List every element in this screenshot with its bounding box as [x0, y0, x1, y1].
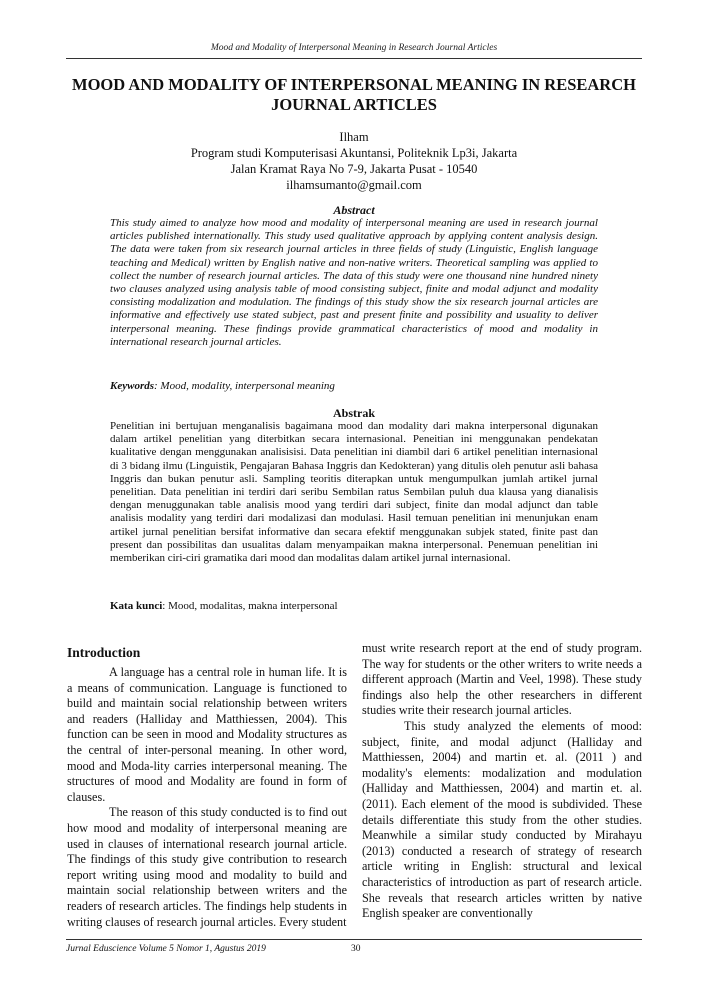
- kata-kunci-label: Kata kunci: [110, 600, 163, 612]
- introduction-heading: Introduction: [67, 645, 141, 660]
- intro-paragraph-2: The reason of this study conducted is to find out how mood and modality of interpersonal meaning are used in clauses of international research journal article. The findings of this study give contribution to research report writing using mood and modality to build and maintain social relationship between writers and the readers of research articles. The findings help students in writing clauses of research journal articles. Every student: [67, 805, 347, 929]
- kata-kunci-line: [110, 600, 598, 612]
- intro-paragraph-4: This study analyzed the elements of mood: subject, finite, and modal adjunct (Halliday and Matthiessen, 2004) and martin et. al. (2011 ) and modality's elements: modalization and modulation (Halliday and Matthiessen, 2004) and martin et. al. (2011). Each element of the mood is subdivided. These details differentiate this study from the other studies. Meanwhile a similar study conducted by Mirahayu (2013) conducted a research of strategy of research article writing in English: structural and lexical characteristics of introduction as part of research article. She reveals that research articles written by native English speaker are conventionally: [362, 718, 642, 921]
- author-block: [0, 129, 708, 193]
- intro-paragraph-1: A language has a central role in human life. It is a means of communication. Language is functioned to build and maintain social relationship between writers and readers (Halliday and Matthiessen, 2004). This function can be seen in mood and Modality structures as the central of inter-personal meaning. In other word, mood and Moda-lity carries interpersonal meaning. The structures of mood and Modality are found in form of clauses.: [67, 665, 347, 804]
- keywords-text: : Mood, modality, interpersonal meaning: [154, 380, 335, 392]
- right-column: [362, 641, 642, 922]
- abstrak-body: Penelitian ini bertujuan menganalisis bagaimana mood dan modality dari makna interpersonal digunakan dalam artikel penelitian yang diterbitkan secara internasional. Peneitian ini menggunakan pendekatan kualitative dengan menggunakan analisisisi. Data penelitian ini diambil dari 6 artikel penelitian internasional di 3 bidang ilmu (Linguistik, Pengajaran Bahasa Inggris dan Kedokteran) yang ditulis oleh penutur asli bahasa Inggris dan bukan penutur asli. Sampling teoritis diterapkan untuk mengumpulkan jumlah artikel jurnal penelitian. Data penelitian ini terdiri dari seribu Sembilan ratus Sembilan puluh dua klausa yang dianalisis dengan menuggunakan table analisis mood yang terdiri dari subject, finite dan modal adjunct dan table analisis modality yang terdiri dari modalizasi dan modulasi. Hasil temuan penelitian ini menunjukan enam artikel jurnal penelitian bersifat informative dan secara efektif menggunakan subjek stated, finite past dan present dan possibilitas dan usualitas dalam menyampaikan makna interpersonal. Penemuan penelitian ini memberikan ciri-ciri gramatika dari mood dan modalitas dalam artikel jurnal internasional.: [110, 420, 598, 565]
- left-column: [67, 641, 347, 930]
- abstrak-heading: Abstrak: [332, 406, 375, 420]
- page-number: 30: [351, 944, 361, 954]
- author-address: Jalan Kramat Raya No 7-9, Jakarta Pusat - 10540: [230, 162, 478, 176]
- abstract-body: This study aimed to analyze how mood and modality of interpersonal meaning are used in research journal articles published internationally. This study used qualitative approach by applying content analysis design. The data were taken from six research journal articles in three fields of study (Linguistic, English language teaching and Medical) written by English native and non-native writers. Theoretical sampling was applied to collect the number of research journal articles. The data of this study were one thousand nine hundred ninety two clauses analyzed using analysis table of mood consisting subject, finite and modal adjunct and modality consisting modalization and modulation. The findings of this study show the six research journal articles are informative and effectively use stated subject, past and present finite and possibility and usuality to deliver interpersonal meaning. These findings provide grammatical characteristics of mood and modality in international research journal articles.: [110, 217, 598, 348]
- author-email: ilhamsumanto@gmail.com: [286, 178, 422, 192]
- author-name: Ilham: [339, 130, 369, 144]
- keywords-line: [110, 380, 598, 392]
- paper-title: MOOD AND MODALITY OF INTERPERSONAL MEANING IN RESEARCH JOURNAL ARTICLES: [72, 75, 636, 114]
- footer-divider: [66, 939, 642, 940]
- author-affiliation: Program studi Komputerisasi Akuntansi, Politeknik Lp3i, Jakarta: [190, 146, 518, 160]
- keywords-label: Keywords: [110, 380, 154, 392]
- header-divider: [66, 58, 642, 59]
- intro-paragraph-3: must write research report at the end of study program. The way for students or the other writers to write needs a different approach (Martin and Veel, 1998). These study findings also help the other researchers in different studies write their research journal articles.: [362, 641, 642, 718]
- footer-journal: Jurnal Eduscience Volume 5 Nomor 1, Agustus 2019: [66, 944, 266, 954]
- running-head: Mood and Modality of Interpersonal Meaning in Research Journal Articles: [210, 43, 498, 53]
- kata-kunci-text: : Mood, modalitas, makna interpersonal: [162, 600, 338, 612]
- abstract-heading: Abstract: [333, 203, 375, 217]
